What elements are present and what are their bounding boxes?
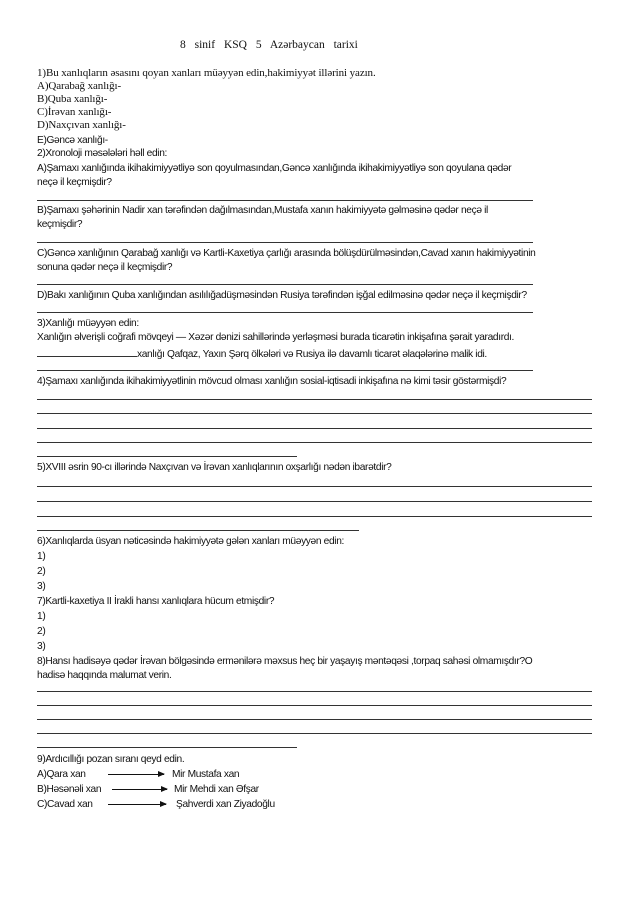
pair-c-right: Şahverdi xan Ziyadoğlu xyxy=(176,799,275,810)
answer-line[interactable] xyxy=(37,516,592,517)
question-7-item-3: 3) xyxy=(37,641,46,652)
pair-c-left: C)Cavad xan xyxy=(37,799,93,810)
question-7-item-2: 2) xyxy=(37,626,46,637)
question-3-prompt: 3)Xanlığı müəyyən edin: xyxy=(37,318,139,329)
right-arrow-icon xyxy=(108,804,166,805)
question-2-a-line2: neçə il keçmişdir? xyxy=(37,177,112,188)
answer-line[interactable] xyxy=(37,747,297,748)
question-1-option-e: E)Gəncə xanlığı- xyxy=(37,135,108,146)
answer-line[interactable] xyxy=(37,501,592,502)
question-9-prompt: 9)Ardıcıllığı pozan sıranı qeyd edin. xyxy=(37,754,185,765)
answer-line[interactable] xyxy=(37,242,533,243)
question-3-line2 xyxy=(37,347,487,361)
question-1-option-d: D)Naxçıvan xanlığı- xyxy=(37,119,126,131)
question-2-c-line2: sonuna qədər neçə il keçmişdir? xyxy=(37,262,173,273)
answer-line[interactable] xyxy=(37,486,592,487)
question-3-line2-text: xanlığı Qafqaz, Yaxın Şərq ölkələri və Rusiya ilə davamlı ticarət əlaqələrinə malik idi. xyxy=(137,349,487,360)
answer-line[interactable] xyxy=(37,705,592,706)
question-6-item-3: 3) xyxy=(37,581,46,592)
question-2-b-line1: B)Şamaxı şəhərinin Nadir xan tərəfindən dağılmasından,Mustafa xanın hakimiyyətə gəlməsinə qədər neçə il xyxy=(37,205,488,216)
answer-line[interactable] xyxy=(37,312,533,313)
answer-line[interactable] xyxy=(37,413,592,414)
answer-line[interactable] xyxy=(37,456,297,457)
answer-line[interactable] xyxy=(37,200,533,201)
question-1-prompt: 1)Bu xanlıqların əsasını qoyan xanları müəyyən edin,hakimiyyət illərini yazın. xyxy=(37,67,376,79)
question-6-item-1: 1) xyxy=(37,551,46,562)
question-3-line1: Xanlığın əlverişli coğrafi mövqeyi — Xəzər dənizi sahillərində yerləşməsi burada ticarətin inkişafına şərait yaradırdı. xyxy=(37,332,515,343)
question-8-prompt-line1: 8)Hansı hadisəyə qədər İrəvan bölgəsində ermənilərə məxsus heç bir yaşayış məntəqəsi ,torpaq sahəsi olmamışdır?O xyxy=(37,656,533,667)
fill-in-blank[interactable] xyxy=(37,347,137,357)
question-7-prompt: 7)Kartli-kaxetiya II İrakli hansı xanlıqlara hücum etmişdir? xyxy=(37,596,275,607)
pair-b-right: Mir Mehdi xan Əfşar xyxy=(174,784,259,795)
page-title: 8 sinif KSQ 5 Azərbaycan tarixi xyxy=(180,39,358,51)
right-arrow-icon xyxy=(112,789,167,790)
pair-b-left: B)Həsənəli xan xyxy=(37,784,102,795)
question-1-option-b: B)Quba xanlığı- xyxy=(37,93,108,105)
answer-line[interactable] xyxy=(37,719,592,720)
question-2-a-line1: A)Şamaxı xanlığında ikihakimiyyətliyə son qoyulmasından,Gəncə xanlığında ikihakimiyyətliyə son qoyulana qədər xyxy=(37,163,512,174)
answer-line[interactable] xyxy=(37,733,592,734)
question-6-item-2: 2) xyxy=(37,566,46,577)
answer-line[interactable] xyxy=(37,370,533,371)
right-arrow-icon xyxy=(108,774,164,775)
question-4-prompt: 4)Şamaxı xanlığında ikihakimiyyətlinin mövcud olması xanlığın sosial-iqtisadi inkişafına nə kimi təsir göstərmişdi? xyxy=(37,376,507,387)
question-7-item-1: 1) xyxy=(37,611,46,622)
question-2-prompt: 2)Xronoloji məsələləri həll edin: xyxy=(37,148,168,159)
question-2-b-line2: keçmişdir? xyxy=(37,219,83,230)
question-8-prompt-line2: hadisə haqqında malumat verin. xyxy=(37,670,172,681)
answer-line[interactable] xyxy=(37,691,592,692)
question-1-option-c: C)İrəvan xanlığı- xyxy=(37,106,112,118)
answer-line[interactable] xyxy=(37,428,592,429)
question-2-d-line1: D)Bakı xanlığının Quba xanlığından asılılığadüşməsindən Rusiya tərəfindən işğal edilməsinə qədər neçə il keçmişdir? xyxy=(37,290,527,301)
question-1-option-a: A)Qarabağ xanlığı- xyxy=(37,80,122,92)
answer-line[interactable] xyxy=(37,442,592,443)
question-6-prompt: 6)Xanlıqlarda üsyan nəticəsində hakimiyyətə gələn xanları müəyyən edin: xyxy=(37,536,345,547)
question-2-c-line1: C)Gəncə xanlığının Qarabağ xanlığı və Kartli-Kaxetiya çarlığı arasında bölüşdürülməsindən,Cavad xanın hakimiyyətinin xyxy=(37,248,536,259)
pair-a-right: Mir Mustafa xan xyxy=(172,769,240,780)
answer-line[interactable] xyxy=(37,530,359,531)
answer-line[interactable] xyxy=(37,399,592,400)
pair-a-left: A)Qara xan xyxy=(37,769,86,780)
question-5-prompt: 5)XVIII əsrin 90-cı illərində Naxçıvan və İrəvan xanlıqlarının oxşarlığı nədən ibarətdir? xyxy=(37,462,392,473)
answer-line[interactable] xyxy=(37,284,533,285)
